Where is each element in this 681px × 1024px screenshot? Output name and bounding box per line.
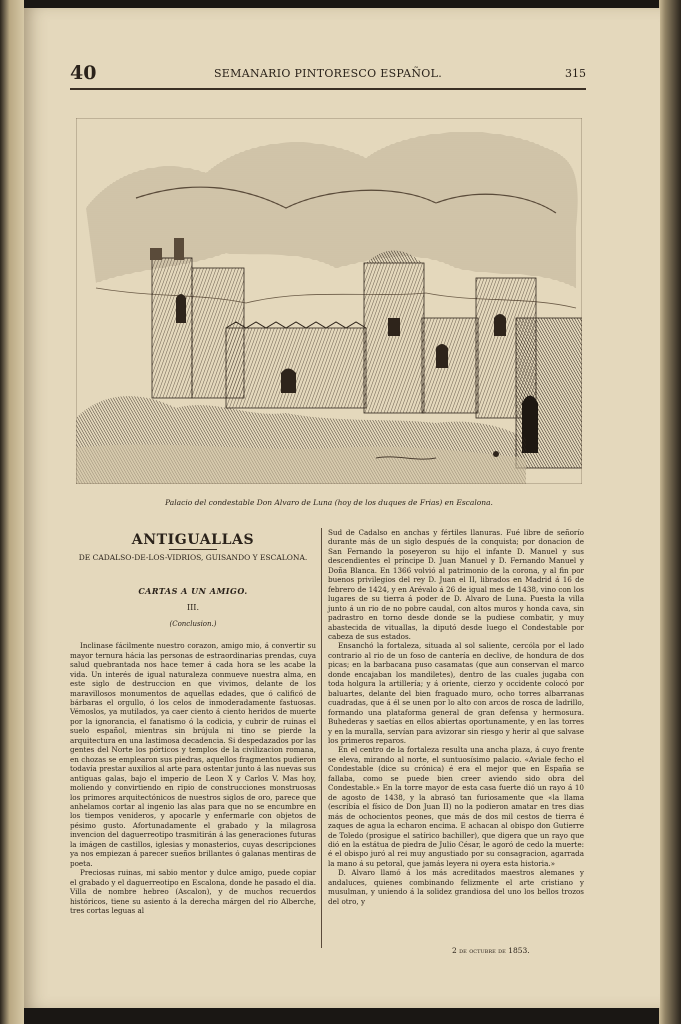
engraving-caption: Palacio del condestable Don Alvaro de Luna (hoy de los duques de Frias) en Escalona. [165,498,493,507]
running-header [70,62,586,86]
issue-date: 2 de octubre de 1853. [452,946,530,955]
paragraph: Inclinase fácilmente nuestro corazon, amigo mio, á convertir su mayor ternura hácia las personas de estraordinarias prendas, cuya salud quebrantada nos hace temer á cada hora se les acabe la vida. Un interés de igual naturaleza conmueve nuestra alma, en este siglo de destruccion en que vivimos, delante de los maravillosos monumentos de aquellas edades, que ó calificó de bárbaras el orgullo, ó los celos de inmoderadamente fastuosas. Vémoslos, ya mutilados, ya caer ciento á ciento heridos de muerte por la ignorancia, el fanatismo ó la codicia, y cubrir de ruinas el suelo español, mientras sin brújula ni tino se pierde la arquitectura en una lastimosa decadencia. Si despedazados por las gentes del Norte los pórticos y templos de la civilizacion romana, en chozas se emplearon sus piedras, aquellos fragmentos pudieron todavía prestar auxilios al arte para ostentar junto á las nuevas sus antiguas galas, bajo el imperio de Leon X y Carlos V. Mas hoy, moliendo y convirtiendo en ripio de construcciones monstruosas los primores arquitectónicos de nuestros siglos de oro, parece que anhelamos cortar al ingenio las alas para que no se encumbre en los tiempos venideros, y apocarle y enfermarle con objetos de pésimo gusto. Afortunadamente el grabado y la milagrosa invencion del daguerreotipo trasmitirán á las generaciones futuras la imágen de castillos, iglesias y monasterios, cuyas descripciones ya nos empiezan á parecer sueños brillantes ó galanas mentiras de poeta. [70,641,316,868]
paragraph: Preciosas ruinas, mi sabio mentor y dulce amigo, puede copiar el grabado y el daguerreotipo en Escalona, donde he pasado el dia. Villa de nombre hebreo (Ascalon), y de muchos recuerdos históricos, tiene su asiento á la derecha márgen del rio Alberche, tres cortas leguas al [70,868,316,915]
paragraph: Ensanchó la fortaleza, situada al sol saliente, cercóla por el lado contrario al rio de un foso de cantería en declive, de hondura de dos picas; en la barbacana puso casamatas (que aun conservan el marco donde encajaban los mandiletes), dentro de las cuales jugaba con toda holgura la artillería; y á oriente, cierzo y occidente colocó por baluartes, delante del bien fraguado muro, ocho torres albarranas cuadradas, que á él se unen por lo alto con arcos de rosca de ladrillo, formando una plataforma general de gran defensa y hermosura. Buhederas y saetías en ellos abiertas oportunamente, y en las torres y en la muralla, servían para avizorar sin riesgo y herir al que salvase los primeros reparos. [328,641,584,745]
paragraph: D. Alvaro llamó á los más acreditados maestros alemanes y andaluces, quienes combinando felizmente el arte cristiano y musulman, y uniendo á la solidez grandiosa del uno los bellos trozos del otro, y [328,868,584,906]
article-left-column [70,528,316,915]
paragraph: En el centro de la fortaleza resulta una ancha plaza, á cuyo frente se eleva, mirando al norte, el suntuosísimo palacio. «Aviale fecho el Condestable (dice su crónica) é era el mejor que en España se fallaba, como se puede bien creer aviendo sido obra del Condestable.» En la torre mayor de esta casa fuerte dió un rayo á 10 de agosto de 1438, y la abrasó tan furiosamente que «la llama (escribía el físico de Don Juan II) no la podieron amatar en tres dias más de ochocientos peones, que más de dos mil cestos de tierra é zaques de agua la echaron encima. E achacan al obispo don Gutierre de Toledo (prosigue el satírico bachiller), que digera que un rayo que dió en la estátua de piedra de Julio César, le agoró de cedo la muerte: é el obispo juró al rei muy angustiado por su consagracion, agarrada la mano á su petoral, que jamás leyera ni oyera esta historia.» [328,745,584,868]
part-number: III. [186,603,200,613]
page-number: 40 [70,62,97,84]
title-rule [169,549,217,550]
header-rule [70,88,586,90]
article-title: ANTIGUALLAS [131,532,255,548]
article-subtitle: DE CADALSO-DE-LOS-VIDRIOS, GUISANDO Y ESCALONA. [78,553,308,563]
column-rule [321,528,322,948]
journal-title: SEMANARIO PINTORESCO ESPAÑOL. [213,67,443,80]
article-right-column [328,528,584,906]
folio-number: 315 [565,67,586,80]
castle-engraving [76,118,582,484]
book-fore-edge [659,0,681,1024]
section-heading: CARTAS A UN AMIGO. [138,585,248,596]
conclusion-note: (Conclusion.) [169,619,217,628]
facing-page-edge [0,0,24,1024]
paragraph: Sud de Cadalso en anchas y fértiles llanuras. Fué libre de señorío durante más de un siglo después de la conquista; por donacion de San Fernando la poseyeron su hijo el infante D. Manuel y sus descendientes el príncipe D. Juan Manuel y D. Fernando Manuel y Doña Blanca. En 1366 volvió al patrimonio de la corona, y al fin por buenos privilegios del rey D. Juan el II, librados en Madrid á 16 de febrero de 1424, y en Arévalo á 26 de igual mes de 1438, vino con los lugares de su tierra á poder de D. Alvaro de Luna. Puesta la villa junto á un rio de no pobre caudal, con altos muros y honda cava, sin padrastro en torno desde donde se la pudiese combatir, y muy abastecida de vituallas, la diputó desde luego el Condestable por cabeza de sus estados. [328,528,584,641]
